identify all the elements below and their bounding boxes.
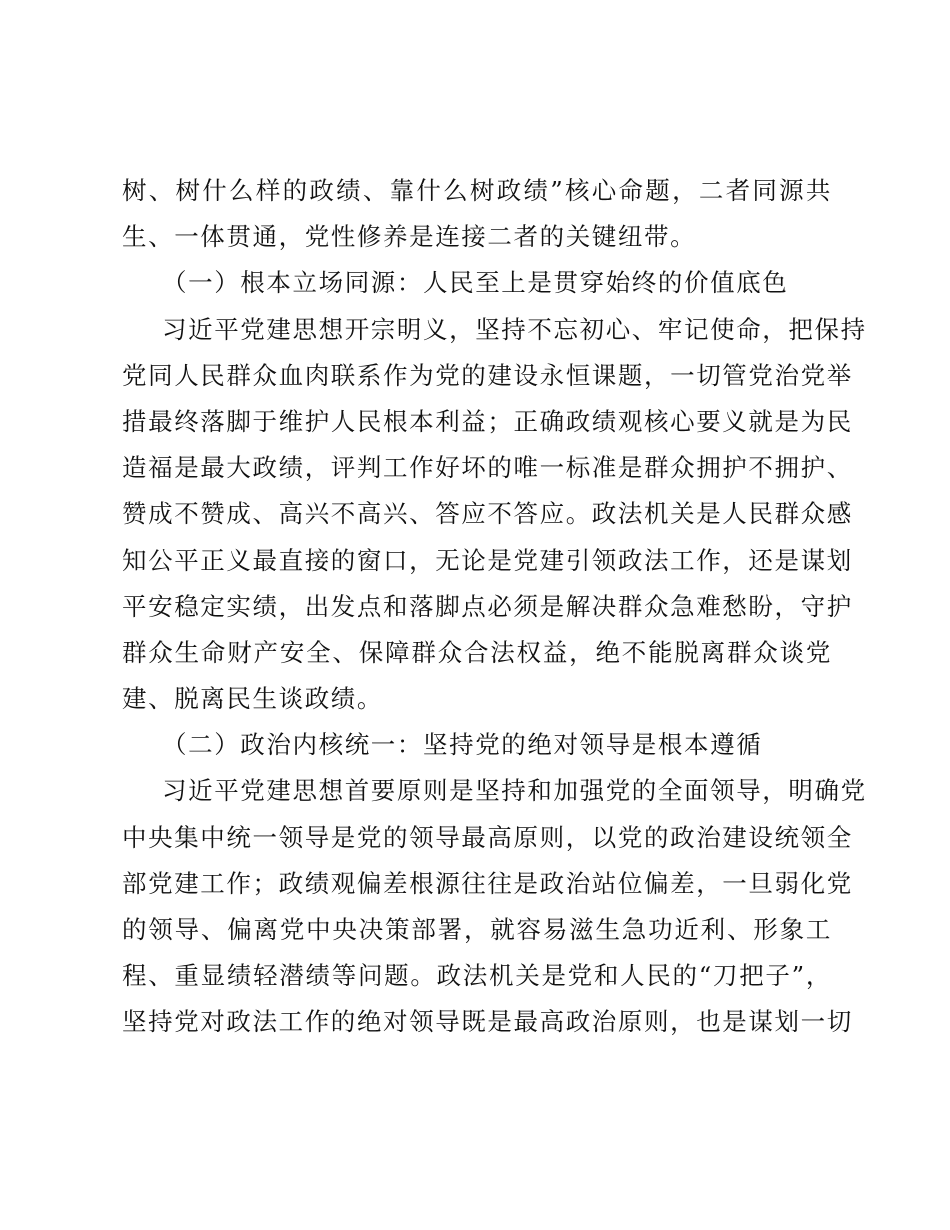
paragraph-line: 群众生命财产安全、保障群众合法权益，绝不能脱离群众谈党	[122, 637, 832, 667]
paragraph-line: 措最终落脚于维护人民根本利益；正确政绩观核心要义就是为民	[122, 406, 853, 436]
paragraph-line: 造福是最大政绩，评判工作好坏的唯一标准是群众拥护不拥护、	[122, 453, 853, 483]
paragraph-line: 生、一体贯通，党性修养是连接二者的关键纽带。	[122, 222, 697, 252]
section-heading-1: （一）根本立场同源：人民至上是贯穿始终的价值底色	[162, 268, 789, 298]
document-body	[122, 168, 867, 1046]
paragraph-line: 树、树什么样的政绩、靠什么树政绩”核心命题，二者同源共	[122, 176, 832, 205]
paragraph-line: 习近平党建思想开宗明义，坚持不忘初心、牢记使命，把保持	[162, 314, 867, 344]
paragraph-line: 的领导、偏离党中央决策部署，就容易滋生急功近利、形象工	[122, 915, 832, 944]
paragraph-line: 知公平正义最直接的窗口，无论是党建引领政法工作，还是谋划	[122, 545, 853, 575]
paragraph-line: 建、脱离民生谈政绩。	[122, 684, 383, 714]
paragraph-line: 坚持党对政法工作的绝对领导既是最高政治原则，也是谋划一切	[122, 1007, 853, 1037]
paragraph-line: 中央集中统一领导是党的领导最高原则，以党的政治建设统领全	[122, 822, 853, 852]
paragraph-line: 党同人民群众血肉联系作为党的建设永恒课题，一切管党治党举	[122, 360, 853, 390]
paragraph-line: 习近平党建思想首要原则是坚持和加强党的全面领导，明确党	[162, 776, 867, 806]
paragraph-line: 部党建工作；政绩观偏差根源往往是政治站位偏差，一旦弱化党	[122, 868, 853, 898]
section-heading-2: （二）政治内核统一：坚持党的绝对领导是根本遵循	[162, 730, 763, 760]
paragraph-line: 程、重显绩轻潜绩等问题。政法机关是党和人民的“刀把子”，	[122, 961, 832, 991]
paragraph-line: 赞成不赞成、高兴不高兴、答应不答应。政法机关是人民群众感	[122, 499, 853, 529]
paragraph-line: 平安稳定实绩，出发点和落脚点必须是解决群众急难愁盼，守护	[122, 591, 853, 621]
